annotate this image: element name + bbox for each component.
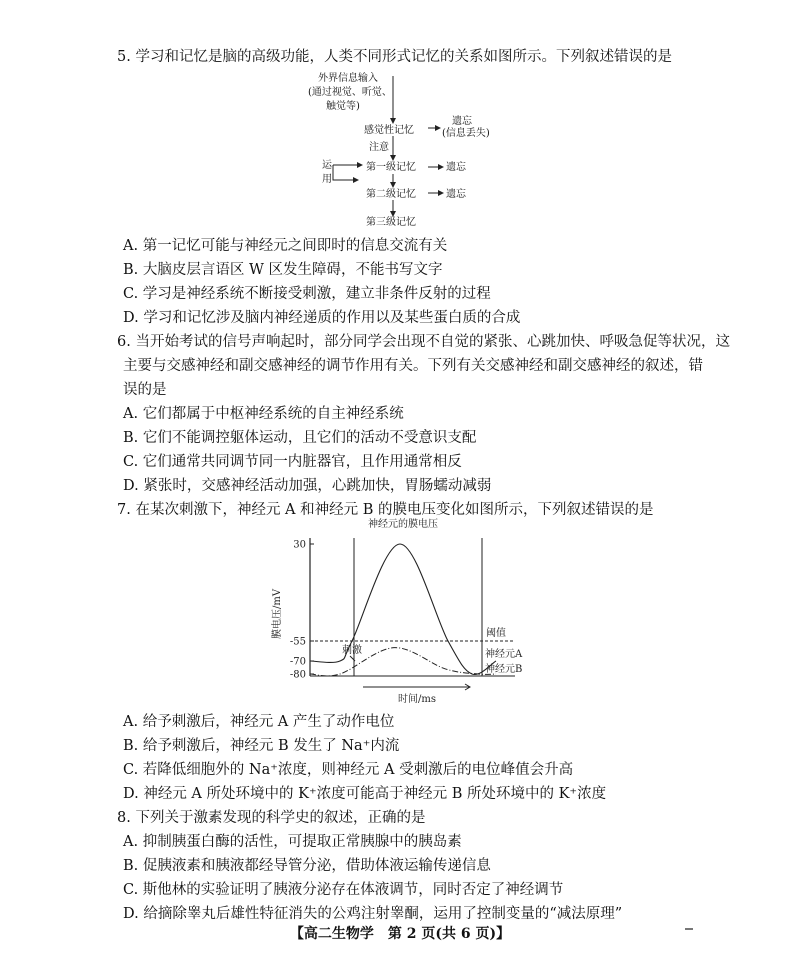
y-tick-label: -70 <box>289 656 306 668</box>
diagram-third-memory: 第三级记忆 <box>366 217 416 228</box>
y-tick-label: 30 <box>293 539 306 551</box>
diagram-input-line2: (通过视觉、听觉、 <box>308 87 392 98</box>
q8-stem: 8. 下列关于激素发现的科学史的叙述，正确的是 <box>117 810 426 826</box>
q7-option-c: C. 若降低细胞外的 Na⁺浓度，则神经元 A 受刺激后的电位峰值会升高 <box>123 762 574 778</box>
q5-option-a: A. 第一记忆可能与神经元之间即时的信息交流有关 <box>123 238 448 254</box>
diagram-first-memory: 第一级记忆 <box>366 162 416 173</box>
diagram-second-memory: 第二级记忆 <box>366 189 416 200</box>
series-neuron-a-line <box>310 544 496 675</box>
q6-stem-line1: 6. 当开始考试的信号声响起时，部分同学会出现不自觉的紧张、心跳加快、呼吸急促等状况，这 <box>117 334 730 350</box>
q7-option-b: B. 给予刺激后，神经元 B 发生了 Na⁺内流 <box>123 738 400 754</box>
q7-option-d: D. 神经元 A 所处环境中的 K⁺浓度可能高于神经元 B 所处环境中的 K⁺浓度 <box>123 786 607 802</box>
diagram-forget1-line1: 遗忘 <box>452 116 472 127</box>
legend-neuron-a: 神经元A <box>485 649 523 660</box>
diagram-sensory-memory: 感觉性记忆 <box>364 125 414 136</box>
diagram-input-line3: 触觉等) <box>326 101 360 112</box>
q7-option-a: A. 给予刺激后，神经元 A 产生了动作电位 <box>123 714 395 730</box>
diagram-input-line1: 外界信息输入 <box>318 73 378 84</box>
diagram-attention: 注意 <box>369 142 389 153</box>
page-footer: 【高二生物学 第 2 页(共 6 页)】 <box>289 926 511 942</box>
q6-option-c: C. 它们通常共同调节同一内脏器官，且作用通常相反 <box>123 454 462 470</box>
diagram-forget2: 遗忘 <box>446 162 466 173</box>
y-tick-label: -80 <box>289 669 306 681</box>
chart-stimulus-label: 刺激 <box>342 645 362 656</box>
q8-option-b: B. 促胰液素和胰液都经导管分泌，借助体液运输传递信息 <box>123 858 491 874</box>
legend-neuron-b: 神经元B <box>485 664 523 675</box>
q5-stem: 5. 学习和记忆是脑的高级功能，人类不同形式记忆的关系如图所示。下列叙述错误的是 <box>117 49 672 65</box>
y-tick-label: -55 <box>289 636 306 648</box>
chart-xlabel: 时间/ms <box>398 694 436 705</box>
q6-stem-line2: 主要与交感神经和副交感神经的调节作用有关。下列有关交感神经和副交感神经的叙述，错 <box>123 358 703 374</box>
page-corner-mark <box>685 928 693 930</box>
diagram-use-line1: 运 <box>322 160 332 171</box>
q6-stem-line3: 误的是 <box>123 382 167 398</box>
q8-option-d: D. 给摘除睾丸后雄性特征消失的公鸡注射睾酮，运用了控制变量的“减法原理” <box>123 906 623 922</box>
q5-option-b: B. 大脑皮层言语区 W 区发生障碍，不能书写文字 <box>123 262 443 278</box>
arrow-use-loop <box>333 165 358 180</box>
q8-option-a: A. 抑制胰蛋白酶的活性，可提取正常胰腺中的胰岛素 <box>123 834 462 850</box>
q7-stem: 7. 在某次刺激下，神经元 A 和神经元 B 的膜电压变化如图所示，下列叙述错误的是 <box>117 502 654 518</box>
q8-option-c: C. 斯他林的实验证明了胰液分泌存在体液调节，同时否定了神经调节 <box>123 882 564 898</box>
chart-threshold-label: 阈值 <box>486 628 506 639</box>
q6-option-b: B. 它们不能调控躯体运动，且它们的活动不受意识支配 <box>123 430 477 446</box>
q5-option-d: D. 学习和记忆涉及脑内神经递质的作用以及某些蛋白质的合成 <box>123 310 521 326</box>
diagram-arrows <box>300 66 500 236</box>
chart-ylabel: 膜电压/mV <box>272 588 283 640</box>
diagram-forget3: 遗忘 <box>446 189 466 200</box>
diagram-forget1-line2: (信息丢失) <box>442 128 490 139</box>
q5-option-c: C. 学习是神经系统不断接受刺激，建立非条件反射的过程 <box>123 286 491 302</box>
q6-option-a: A. 它们都属于中枢神经系统的自主神经系统 <box>123 406 404 422</box>
q6-option-d: D. 紧张时，交感神经活动加强，心跳加快，胃肠蠕动减弱 <box>123 478 492 494</box>
diagram-use-line2: 用 <box>322 174 332 185</box>
chart-title: 神经元的膜电压 <box>368 519 438 530</box>
membrane-voltage-chart <box>260 510 560 710</box>
